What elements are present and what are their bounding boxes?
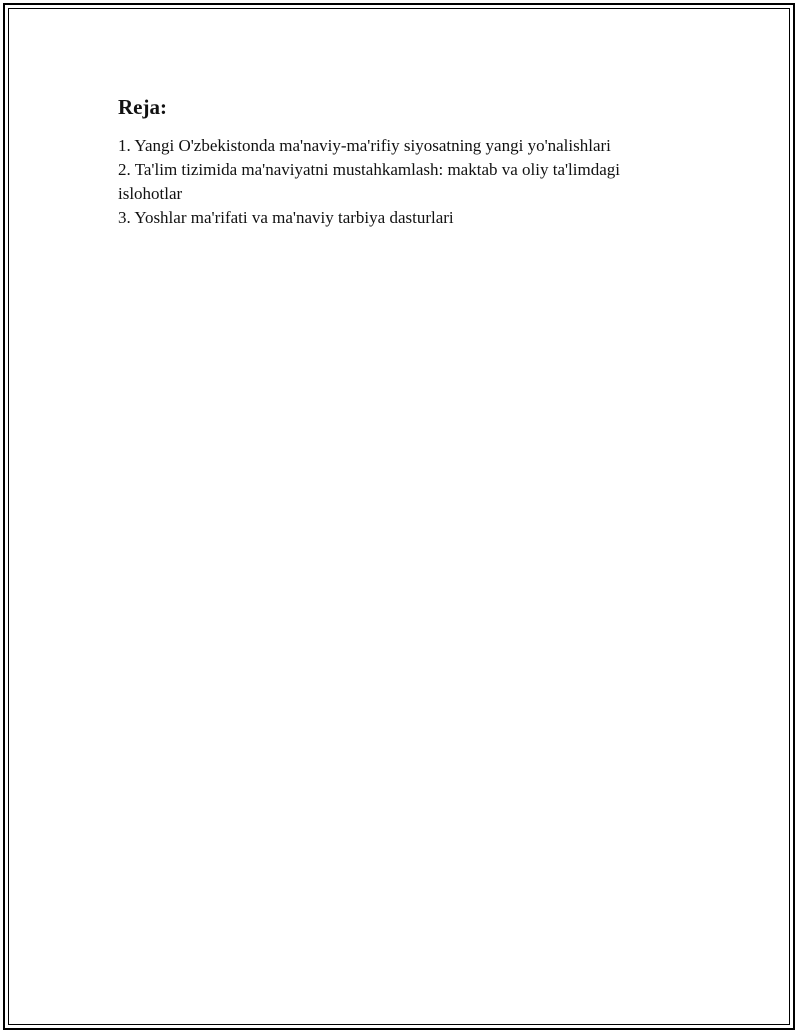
plan-item-3: 3. Yoshlar ma'rifati va ma'naviy tarbiya dasturlari — [118, 208, 454, 227]
plan-item-1: 1. Yangi O'zbekistonda ma'naviy-ma'rifiy siyosatning yangi yo'nalishlari — [118, 136, 611, 155]
plan-item-2: 2. Ta'lim tizimida ma'naviyatni mustahkamlash: maktab va oliy ta'limdagi islohotlar — [118, 160, 620, 203]
plan-heading: Reja: — [118, 95, 167, 119]
plan-list — [118, 134, 678, 230]
document-content — [118, 94, 678, 230]
